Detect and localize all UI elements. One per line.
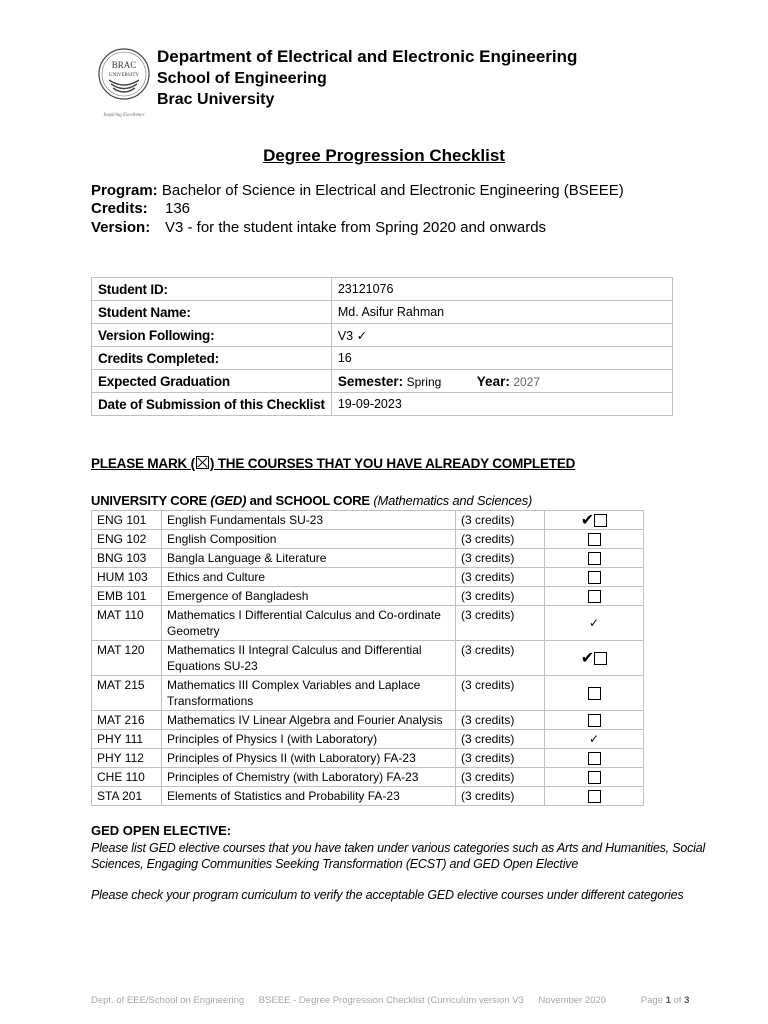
core-heading-university: UNIVERSITY CORE [91, 493, 211, 508]
core-heading-math-sciences: (Mathematics and Sciences) [373, 493, 533, 508]
credits-completed-label: Credits Completed: [92, 347, 332, 370]
course-code: MAT 215 [92, 676, 162, 711]
course-row [92, 787, 644, 806]
course-row [92, 749, 644, 768]
version-line [91, 219, 546, 236]
course-row [92, 530, 644, 549]
year-label: Year: [476, 373, 510, 389]
svg-text:BRAC: BRAC [111, 60, 137, 70]
checkmark-icon: ✔ [580, 511, 595, 529]
course-row [92, 641, 644, 676]
course-code: BNG 103 [92, 549, 162, 568]
completion-checkbox[interactable] [545, 587, 644, 606]
course-row [92, 511, 644, 530]
course-code: PHY 111 [92, 730, 162, 749]
completion-checkbox[interactable] [545, 749, 644, 768]
version-following-label: Version Following: [92, 324, 332, 347]
ged-elective-instruction: Please list GED elective courses that you have taken under various categories such as Arts and Humanities, Social Sciences, Engaging Communities Seeking Transformation (ECST) and GED Open Elective [91, 841, 706, 871]
credits-value: 136 [165, 200, 191, 217]
course-credits: (3 credits) [456, 768, 545, 787]
course-row [92, 730, 644, 749]
program-label: Program: [91, 182, 158, 199]
course-code: STA 201 [92, 787, 162, 806]
course-code: CHE 110 [92, 768, 162, 787]
course-code: ENG 101 [92, 511, 162, 530]
completion-checkbox[interactable] [545, 511, 644, 530]
checked-box-icon [196, 456, 209, 469]
credits-completed-field[interactable]: 16 [331, 347, 672, 370]
checkbox-icon[interactable] [594, 514, 607, 527]
table-row [92, 347, 673, 370]
submission-date-label: Date of Submission of this Checklist [92, 393, 332, 416]
checkmark-icon: ✓ [588, 732, 600, 746]
course-name: Principles of Chemistry (with Laboratory) FA-23 [162, 768, 456, 787]
expected-graduation-label: Expected Graduation [92, 370, 332, 393]
course-code: MAT 120 [92, 641, 162, 676]
course-credits: (3 credits) [456, 787, 545, 806]
course-name: English Fundamentals SU-23 [162, 511, 456, 530]
university-name: Brac University [157, 91, 275, 108]
course-code: EMB 101 [92, 587, 162, 606]
course-name: Emergence of Bangladesh [162, 587, 456, 606]
student-id-field[interactable]: 23121076 [331, 278, 672, 301]
semester-value[interactable]: Spring [406, 374, 442, 389]
course-credits: (3 credits) [456, 530, 545, 549]
checkbox-icon[interactable] [594, 652, 607, 665]
course-code: MAT 110 [92, 606, 162, 641]
course-credits: (3 credits) [456, 511, 545, 530]
course-credits: (3 credits) [456, 549, 545, 568]
submission-date-field[interactable]: 19-09-2023 [331, 393, 672, 416]
instruction-text-end: ) THE COURSES THAT YOU HAVE ALREADY COMPLETED [209, 456, 576, 471]
completion-checkbox[interactable] [545, 730, 644, 749]
checkbox-icon[interactable] [588, 687, 601, 700]
school-name: School of Engineering [157, 70, 327, 87]
course-credits: (3 credits) [456, 587, 545, 606]
completion-checkbox[interactable] [545, 711, 644, 730]
completion-checkbox[interactable] [545, 568, 644, 587]
table-row [92, 278, 673, 301]
footer-page-number: Page 1 of 3 [640, 995, 690, 1006]
page-title: Degree Progression Checklist [263, 146, 505, 165]
checkbox-icon[interactable] [588, 590, 601, 603]
course-name: English Composition [162, 530, 456, 549]
footer-document: BSEEE - Degree Progression Checklist (Curriculum version V3 [258, 995, 524, 1006]
student-name-label: Student Name: [92, 301, 332, 324]
core-heading-ged: (GED) [210, 493, 247, 508]
checkmark-icon: ✔ [580, 649, 595, 667]
version-following-field[interactable]: V3 ✓ [331, 324, 672, 347]
course-credits: (3 credits) [456, 676, 545, 711]
completion-checkbox[interactable] [545, 549, 644, 568]
table-row [92, 324, 673, 347]
course-credits: (3 credits) [456, 749, 545, 768]
program-value: Bachelor of Science in Electrical and Electronic Engineering (BSEEE) [161, 182, 624, 199]
course-row [92, 711, 644, 730]
course-row [92, 568, 644, 587]
department-name: Department of Electrical and Electronic Engineering [157, 47, 578, 66]
year-value[interactable]: 2027 [513, 374, 541, 389]
credits-label: Credits: [91, 200, 148, 217]
completion-checkbox[interactable] [545, 606, 644, 641]
completion-checkbox[interactable] [545, 787, 644, 806]
program-line [91, 182, 624, 199]
checkbox-icon[interactable] [588, 571, 601, 584]
instruction-text-start: PLEASE MARK ( [91, 456, 195, 471]
checkbox-icon[interactable] [588, 714, 601, 727]
course-row [92, 587, 644, 606]
expected-graduation-field[interactable] [331, 370, 672, 393]
ged-curriculum-note: Please check your program curriculum to verify the acceptable GED elective courses under different categories [91, 888, 684, 902]
course-name: Mathematics II Integral Calculus and Differential Equations SU-23 [162, 641, 456, 676]
course-name: Principles of Physics II (with Laboratory) FA-23 [162, 749, 456, 768]
core-courses-table [91, 510, 644, 806]
course-credits: (3 credits) [456, 730, 545, 749]
course-name: Ethics and Culture [162, 568, 456, 587]
checkbox-icon[interactable] [588, 533, 601, 546]
checkbox-icon[interactable] [588, 752, 601, 765]
course-name: Bangla Language & Literature [162, 549, 456, 568]
version-label: Version: [91, 219, 151, 236]
table-row [92, 393, 673, 416]
student-info-table [91, 277, 673, 416]
course-code: ENG 102 [92, 530, 162, 549]
course-code: MAT 216 [92, 711, 162, 730]
course-name: Mathematics III Complex Variables and Laplace Transformations [162, 676, 456, 711]
course-name: Mathematics IV Linear Algebra and Fourier Analysis [162, 711, 456, 730]
course-row [92, 768, 644, 787]
svg-text:UNIVERSITY: UNIVERSITY [109, 73, 139, 78]
credits-line [91, 200, 190, 217]
completion-checkbox[interactable] [545, 768, 644, 787]
course-row [92, 606, 644, 641]
course-credits: (3 credits) [456, 568, 545, 587]
completion-checkbox[interactable] [545, 530, 644, 549]
svg-text:Inspiring Excellence: Inspiring Excellence [103, 113, 145, 118]
core-section-heading [91, 493, 532, 508]
checkbox-icon[interactable] [588, 771, 601, 784]
brac-university-logo [93, 44, 155, 118]
course-credits: (3 credits) [456, 711, 545, 730]
course-row [92, 549, 644, 568]
course-row [92, 676, 644, 711]
student-id-label: Student ID: [92, 278, 332, 301]
table-row [92, 301, 673, 324]
ged-elective-heading: GED OPEN ELECTIVE: [91, 823, 232, 838]
core-heading-school: and SCHOOL CORE [246, 493, 374, 508]
course-credits: (3 credits) [456, 641, 545, 676]
semester-label: Semester: [337, 373, 404, 389]
footer-date: November 2020 [538, 995, 607, 1006]
footer-department: Dept. of EEE/School on Engineering [91, 995, 245, 1006]
course-code: PHY 112 [92, 749, 162, 768]
checkbox-icon[interactable] [588, 790, 601, 803]
course-name: Elements of Statistics and Probability FA-23 [162, 787, 456, 806]
completion-checkbox[interactable] [545, 641, 644, 676]
checkbox-icon[interactable] [588, 552, 601, 565]
student-name-field[interactable]: Md. Asifur Rahman [331, 301, 672, 324]
table-row [92, 370, 673, 393]
course-name: Mathematics I Differential Calculus and Co-ordinate Geometry [162, 606, 456, 641]
course-code: HUM 103 [92, 568, 162, 587]
version-value: V3 - for the student intake from Spring 2020 and onwards [165, 219, 547, 236]
course-name: Principles of Physics I (with Laboratory) [162, 730, 456, 749]
logo-emblem-icon [93, 44, 155, 118]
checkmark-icon: ✓ [588, 616, 600, 630]
page-footer [91, 995, 701, 1006]
mark-instruction [91, 456, 575, 471]
course-credits: (3 credits) [456, 606, 545, 641]
completion-checkbox[interactable] [545, 676, 644, 711]
